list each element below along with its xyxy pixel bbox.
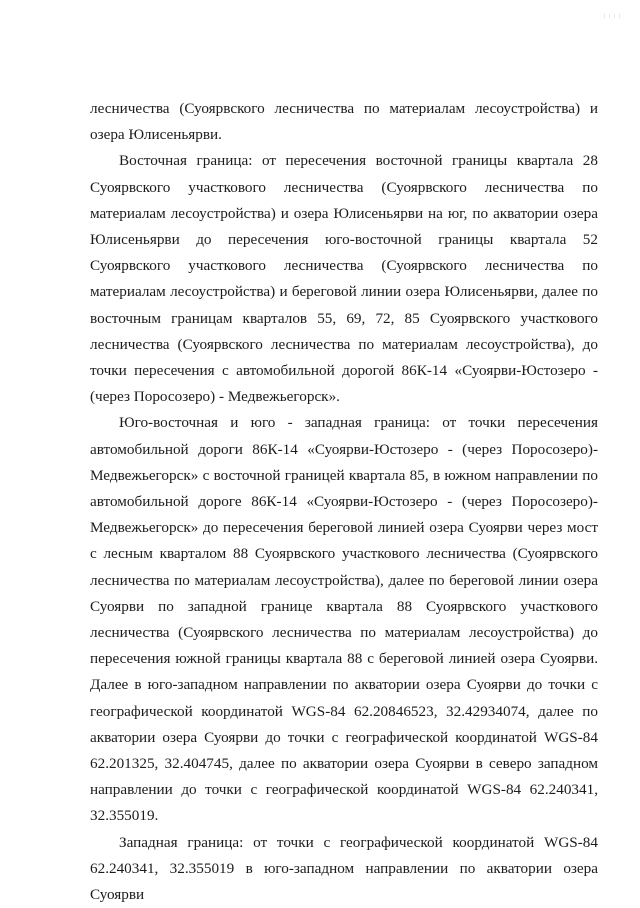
document-body — [90, 96, 598, 908]
scan-artifact — [604, 14, 622, 18]
paragraph-southeast-southwest-border: Юго-восточная и юго - западная граница: от точки пересечения автомобильной дороги 86К-14 «Суоярви-Юстозеро - (через Поросозеро)-Медвежьегорск» с восточной границей квартала 85, в южном направлении по автомобильной дороге 86К-14 «Суоярви-Юстозеро - (через Поросозеро)-Медвежьегорск» до пересечения береговой линией озера Суоярви через мост с лесным кварталом 88 Суоярвского участкового лесничества (Суоярвского лесничества по материалам лесоустройства), далее по береговой линии озера Суоярви по западной границе квартала 88 Суоярвского участкового лесничества (Суоярвского лесничества по материалам лесоустройства) до пересечения южной границы квартала 88 с береговой линией озера Суоярви. Далее в юго-западном направлении по акватории озера Суоярви до точки с географической координатой WGS-84 62.20846523, 32.42934074, далее по акватории озера Суоярви до точки с географической координатой WGS-84 62.201325, 32.404745, далее по акватории озера Суоярви в северо западном направлении до точки с географической координатой WGS-84 62.240341, 32.355019. — [90, 414, 598, 825]
paragraph-eastern-border: Восточная граница: от пересечения восточной границы квартала 28 Суоярвского участкового лесничества (Суоярвского лесничества по материалам лесоустройства) и озера Юлисеньярви на юг, по акватории озера Юлисеньярви до пересечения юго-восточной границы квартала 52 Суоярвского участкового лесничества (Суоярвского лесничества по материалам лесоустройства) и береговой линии озера Юлисеньярви, далее по восточным границам кварталов 55, 69, 72, 85 Суоярвского участкового лесничества (Суоярвского лесничества по материалам лесоустройства), до точки пересечения с автомобильной дорогой 86К-14 «Суоярви-Юстозеро - (через Поросозеро) - Медвежьегорск». — [90, 152, 598, 406]
paragraph-western-border: Западная граница: от точки с географической координатой WGS-84 62.240341, 32.355019 в юго-западном направлении по акватории озера Суоярви — [90, 833, 598, 904]
paragraph-continuation: лесничества (Суоярвского лесничества по материалам лесоустройства) и озера Юлисеньярви. — [90, 100, 598, 144]
